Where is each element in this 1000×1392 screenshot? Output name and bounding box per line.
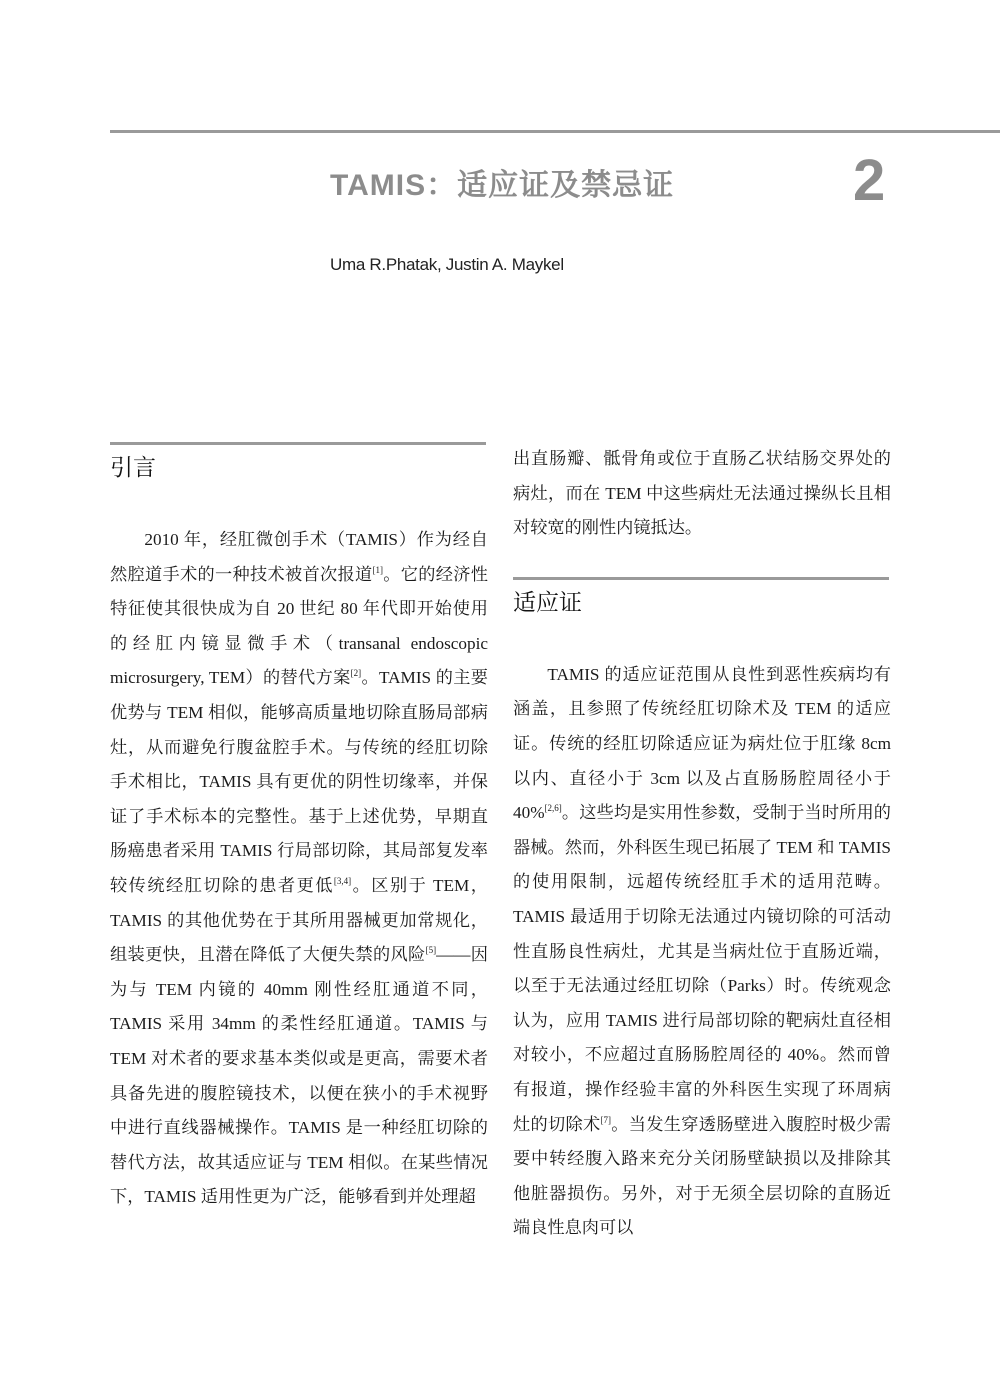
indications-paragraph: TAMIS 的适应证范围从良性到恶性疾病均有涵盖，且参照了传统经肛切除术及 TEM 的适应证。传统的经肛切除适应证为病灶位于肛缘 8cm 以内、直径小于 3cm 以及占直肠肠腔周径小于 40%[2,6]。这些均是实用性参数，受制于当时所用的器械。然而，外科医生现已拓展了 TEM 和 TAMIS 的使用限制，远超传统经肛手术的适用范畴。TAMIS 最适用于切除无法通过内镜切除的可活动性直肠良性病灶，尤其是当病灶位于直肠近端，以至于无法通过经肛切除（Parks）时。传统观念认为，应用 TAMIS 进行局部切除的靶病灶直径相对较小，不应超过直肠肠腔周径的 40%。然而曾有报道，操作经验丰富的外科医生实现了环周病灶的切除术[7]。当发生穿透肠壁进入腹腔时极少需要中转经腹入路来充分关闭肠壁缺损以及排除其他脏器损伤。另外，对于无须全层切除的直肠近端良性息肉可以: [513, 664, 891, 1238]
right-column: [513, 442, 891, 1246]
citation-ref: [7]: [600, 1114, 611, 1125]
citation-ref: [5]: [425, 945, 437, 956]
citation-ref: [1]: [372, 564, 383, 575]
chapter-top-rule: [110, 130, 1000, 133]
intro-paragraph: 2010 年，经肛微创手术（TAMIS）作为经自然腔道手术的一种技术被首次报道[1]。它的经济性特征使其很快成为自 20 世纪 80 年代即开始使用的经肛内镜显微手术（transanal endoscopic microsurgery, TEM）的替代方案[2]。TAMIS 的主要优势与 TEM 相似，能够高质量地切除直肠局部病灶，从而避免行腹盆腔手术。与传统的经肛切除手术相比，TAMIS 具有更优的阴性切缘率，并保证了手术标本的完整性。基于上述优势，早期直肠癌患者采用 TAMIS 行局部切除，其局部复发率较传统经肛切除的患者更低[3,4]。区别于 TEM，TAMIS 的其他优势在于其所用器械更加常规化，组装更快，且潜在降低了大便失禁的风险[5]——因为与 TEM 内镜的 40mm 刚性经肛通道不同，TAMIS 采用 34mm 的柔性经肛通道。TAMIS 与 TEM 对术者的要求基本类似或是更高，需要术者具备先进的腹腔镜技术，以便在狭小的手术视野中进行直线器械操作。TAMIS 是一种经肛切除的替代方法，故其适应证与 TEM 相似。在某些情况下，TAMIS 适用性更为广泛，能够看到并处理超: [110, 530, 488, 1207]
citation-ref: [2]: [350, 668, 362, 679]
citation-ref: [3,4]: [333, 875, 352, 886]
section-heading-intro: 引言: [110, 455, 156, 481]
intro-paragraph-continuation: 出直肠瓣、骶骨角或位于直肠乙状结肠交界处的病灶，而在 TEM 中这些病灶无法通过操纵长且相对较宽的刚性内镜抵达。: [513, 449, 891, 538]
section-rule-indications: [513, 577, 889, 580]
chapter-authors: Uma R.Phatak, Justin A. Maykel: [330, 255, 564, 274]
section-heading-indications: 适应证: [513, 589, 582, 616]
chapter-number: 2: [853, 148, 886, 213]
citation-ref: [2,6]: [544, 803, 562, 814]
chapter-title: TAMIS：适应证及禁忌证: [330, 169, 675, 202]
left-column: [110, 442, 488, 1215]
section-rule-intro: [110, 442, 486, 445]
indications-section: [513, 577, 891, 1246]
